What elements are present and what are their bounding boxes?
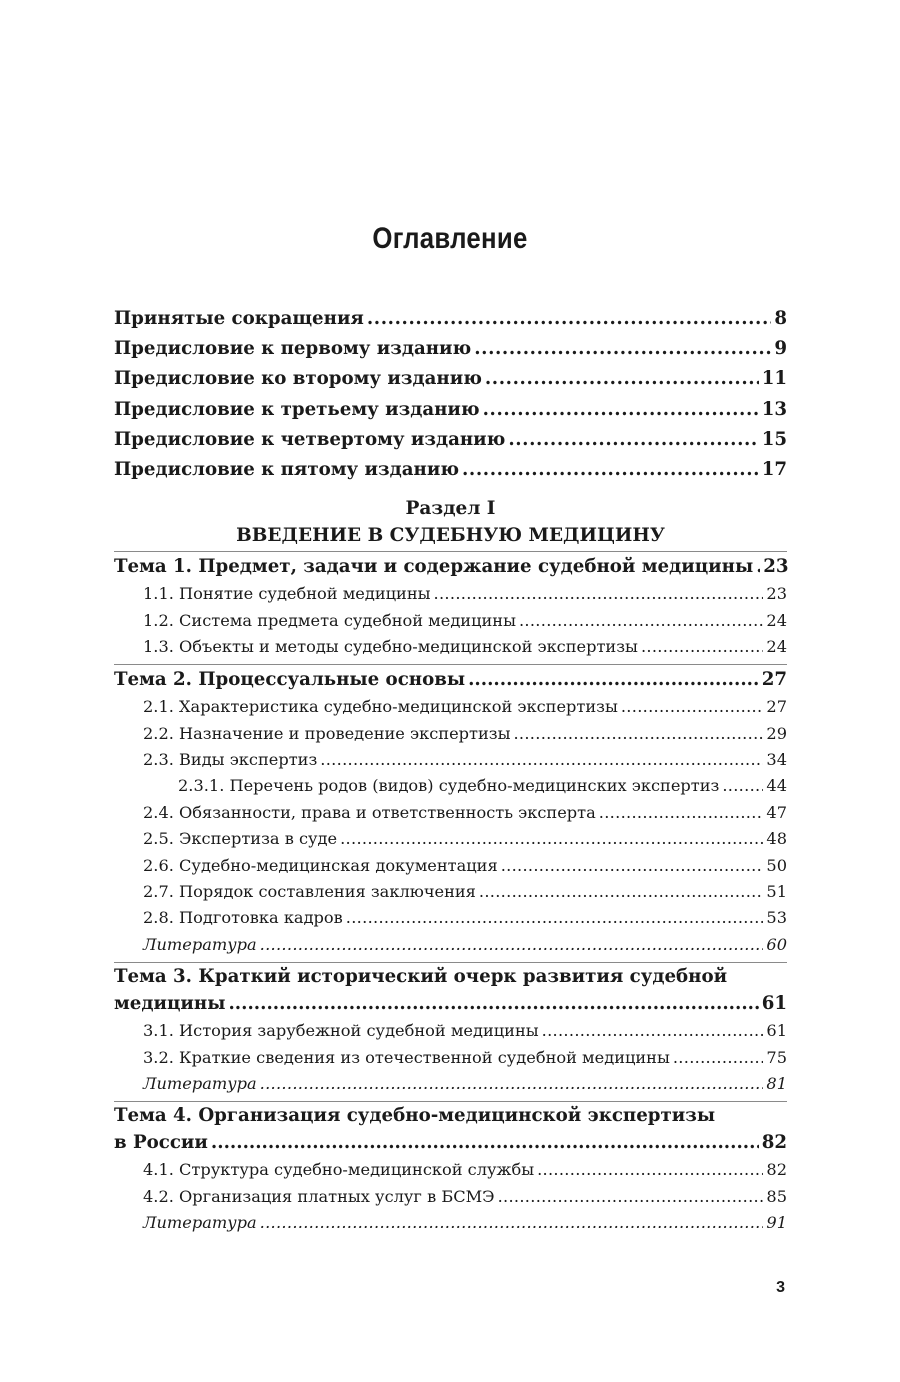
toc-page-number: 8 xyxy=(774,308,787,329)
toc-topic-4-line1[interactable]: Тема 4. Организация судебно-медицинской экспертизы xyxy=(114,1105,716,1127)
toc-subentry[interactable] xyxy=(114,800,787,826)
toc-entry-label: 3.1. История зарубежной судебной медицины xyxy=(143,1021,539,1041)
toc-subentry[interactable] xyxy=(114,694,787,720)
toc-entry-label: Литература xyxy=(143,934,257,954)
toc-entry-label: 4.1. Структура судебно-медицинской службы xyxy=(143,1160,535,1180)
toc-subsubentry[interactable] xyxy=(114,773,787,799)
leader-dots xyxy=(479,879,764,905)
toc-page-number: 85 xyxy=(766,1186,787,1206)
toc-entry-label: 2.7. Порядок составления заключения xyxy=(143,882,476,902)
topic-1-block xyxy=(114,551,787,660)
toc-page-number: 23 xyxy=(763,556,789,578)
toc-subentry[interactable] xyxy=(114,747,787,773)
leader-dots xyxy=(462,455,759,485)
leader-dots xyxy=(501,853,764,879)
toc-topic-label: в России xyxy=(114,1132,208,1154)
leader-dots xyxy=(537,1157,763,1183)
toc-subentry[interactable] xyxy=(114,721,787,747)
toc-page-number: 13 xyxy=(761,398,787,420)
topic-4-block xyxy=(114,1101,787,1236)
toc-entry-abbreviations[interactable] xyxy=(114,304,787,334)
toc-entry-label: 2.3. Виды экспертиз xyxy=(143,750,318,770)
section-label: Раздел I xyxy=(405,498,496,520)
toc-subentry[interactable] xyxy=(114,1184,787,1210)
toc-topic-3[interactable] xyxy=(114,990,787,1018)
toc-entry-label: 1.1. Понятие судебной медицины xyxy=(143,584,431,604)
toc-topic-label: Тема 2. Процессуальные основы xyxy=(114,669,466,691)
leader-dots xyxy=(474,334,771,364)
toc-topic-4[interactable] xyxy=(114,1129,787,1157)
toc-page-number: 24 xyxy=(766,610,787,630)
topic-2-block xyxy=(114,664,787,958)
toc-entry-label: 1.3. Объекты и методы судебно-медицинской экспертизы xyxy=(143,636,638,656)
topic-3-block xyxy=(114,962,787,1097)
toc-page-number: 50 xyxy=(766,855,787,875)
toc-page-number: 91 xyxy=(766,1213,787,1233)
toc-entry-label: 2.4. Обязанности, права и ответственность эксперта xyxy=(143,802,596,822)
toc-page-number: 82 xyxy=(766,1160,787,1180)
toc-entry-preface-2[interactable] xyxy=(114,364,787,394)
leader-dots xyxy=(756,553,760,581)
leader-dots xyxy=(260,932,764,958)
toc-entry-label: Литература xyxy=(143,1073,257,1093)
toc-page-number: 11 xyxy=(761,368,787,390)
toc-subentry[interactable] xyxy=(114,826,787,852)
toc-topic-label: медицины xyxy=(114,993,226,1015)
toc-page-number: 15 xyxy=(761,428,787,450)
toc-entry-label: Предисловие к третьему изданию xyxy=(114,398,480,420)
toc-subentry[interactable] xyxy=(114,1045,787,1071)
toc-entry-preface-3[interactable] xyxy=(114,395,787,425)
toc-page-number: 61 xyxy=(766,1021,787,1041)
toc-subentry[interactable] xyxy=(114,905,787,931)
toc-entry-label: Предисловие к пятому изданию xyxy=(114,458,459,480)
toc-entry-label: 2.5. Экспертиза в суде xyxy=(143,829,338,849)
toc-page-number: 61 xyxy=(761,993,787,1015)
page-title: Оглавление xyxy=(372,222,528,255)
toc-page-number: 29 xyxy=(766,723,787,743)
toc-subentry[interactable] xyxy=(114,634,787,660)
toc-page-number: 47 xyxy=(766,802,787,822)
toc-page-number: 27 xyxy=(761,669,787,691)
leader-dots xyxy=(228,990,758,1018)
leader-dots xyxy=(508,425,758,455)
toc-page-number: 24 xyxy=(766,636,787,656)
toc-page-number: 82 xyxy=(761,1132,787,1154)
toc-entry-label: 3.2. Краткие сведения из отечественной судебной медицины xyxy=(143,1047,670,1067)
toc-page-number: 44 xyxy=(766,776,787,796)
leader-dots xyxy=(434,581,764,607)
toc-entry-label: 2.8. Подготовка кадров xyxy=(143,908,343,928)
toc-page-number: 27 xyxy=(766,697,787,717)
toc-page-number: 60 xyxy=(766,934,787,954)
toc-page-number: 81 xyxy=(766,1073,787,1093)
leader-dots xyxy=(211,1129,759,1157)
toc-page-number: 53 xyxy=(766,908,787,928)
leader-dots xyxy=(621,694,764,720)
leader-dots xyxy=(260,1210,764,1236)
toc-page-number: 17 xyxy=(761,458,787,480)
leader-dots xyxy=(346,905,764,931)
table-of-contents xyxy=(114,304,787,1237)
toc-page-number: 75 xyxy=(766,1047,787,1067)
leader-dots xyxy=(340,826,763,852)
leader-dots xyxy=(641,634,763,660)
toc-entry-label: 4.2. Организация платных услуг в БСМЭ xyxy=(143,1186,495,1206)
toc-entry-label: 2.3.1. Перечень родов (видов) судебно-медицинских экспертиз xyxy=(178,776,720,796)
leader-dots xyxy=(260,1071,764,1097)
toc-entry-label: Литература xyxy=(143,1213,257,1233)
toc-literature-entry[interactable] xyxy=(114,932,787,958)
leader-dots xyxy=(483,395,759,425)
toc-page-number: 48 xyxy=(766,829,787,849)
toc-entry-label: Предисловие к первому изданию xyxy=(114,338,472,360)
page-number: 3 xyxy=(776,1279,785,1296)
toc-page-number: 23 xyxy=(766,584,787,604)
toc-subentry[interactable] xyxy=(114,1018,787,1044)
toc-entry-preface-5[interactable] xyxy=(114,455,787,485)
toc-subentry[interactable] xyxy=(114,608,787,634)
leader-dots xyxy=(722,773,763,799)
toc-page-number: 51 xyxy=(766,882,787,902)
toc-subentry[interactable] xyxy=(114,879,787,905)
toc-entry-preface-4[interactable] xyxy=(114,425,787,455)
toc-entry-label: Принятые сокращения xyxy=(114,308,364,329)
toc-topic-1[interactable] xyxy=(114,553,787,581)
leader-dots xyxy=(519,608,763,634)
toc-subentry[interactable] xyxy=(114,581,787,607)
toc-topic-label: Тема 1. Предмет, задачи и содержание судебной медицины xyxy=(114,556,754,578)
leader-dots xyxy=(542,1018,764,1044)
toc-entry-preface-1[interactable] xyxy=(114,334,787,364)
toc-topic-3-line1[interactable]: Тема 3. Краткий исторический очерк развития судебной xyxy=(114,966,728,988)
section-title: ВВЕДЕНИЕ В СУДЕБНУЮ МЕДИЦИНУ xyxy=(236,525,665,547)
leader-dots xyxy=(485,364,759,394)
toc-page-number: 9 xyxy=(774,338,787,360)
leader-dots xyxy=(513,721,763,747)
toc-entry-label: Предисловие к четвертому изданию xyxy=(114,428,506,450)
leader-dots xyxy=(599,800,764,826)
toc-literature-entry[interactable] xyxy=(114,1210,787,1236)
toc-literature-entry[interactable] xyxy=(114,1071,787,1097)
toc-topic-2[interactable] xyxy=(114,666,787,694)
toc-subentry[interactable] xyxy=(114,1157,787,1183)
leader-dots xyxy=(673,1045,764,1071)
toc-entry-label: Предисловие ко второму изданию xyxy=(114,368,482,390)
leader-dots xyxy=(498,1184,764,1210)
leader-dots xyxy=(468,666,759,694)
toc-entry-label: 2.2. Назначение и проведение экспертизы xyxy=(143,723,511,743)
leader-dots xyxy=(367,304,771,334)
toc-page-number: 34 xyxy=(766,750,787,770)
leader-dots xyxy=(320,747,763,773)
toc-entry-label: 1.2. Система предмета судебной медицины xyxy=(143,610,516,630)
toc-entry-label: 2.6. Судебно-медицинская документация xyxy=(143,855,498,875)
toc-subentry[interactable] xyxy=(114,853,787,879)
toc-entry-label: 2.1. Характеристика судебно-медицинской экспертизы xyxy=(143,697,618,717)
